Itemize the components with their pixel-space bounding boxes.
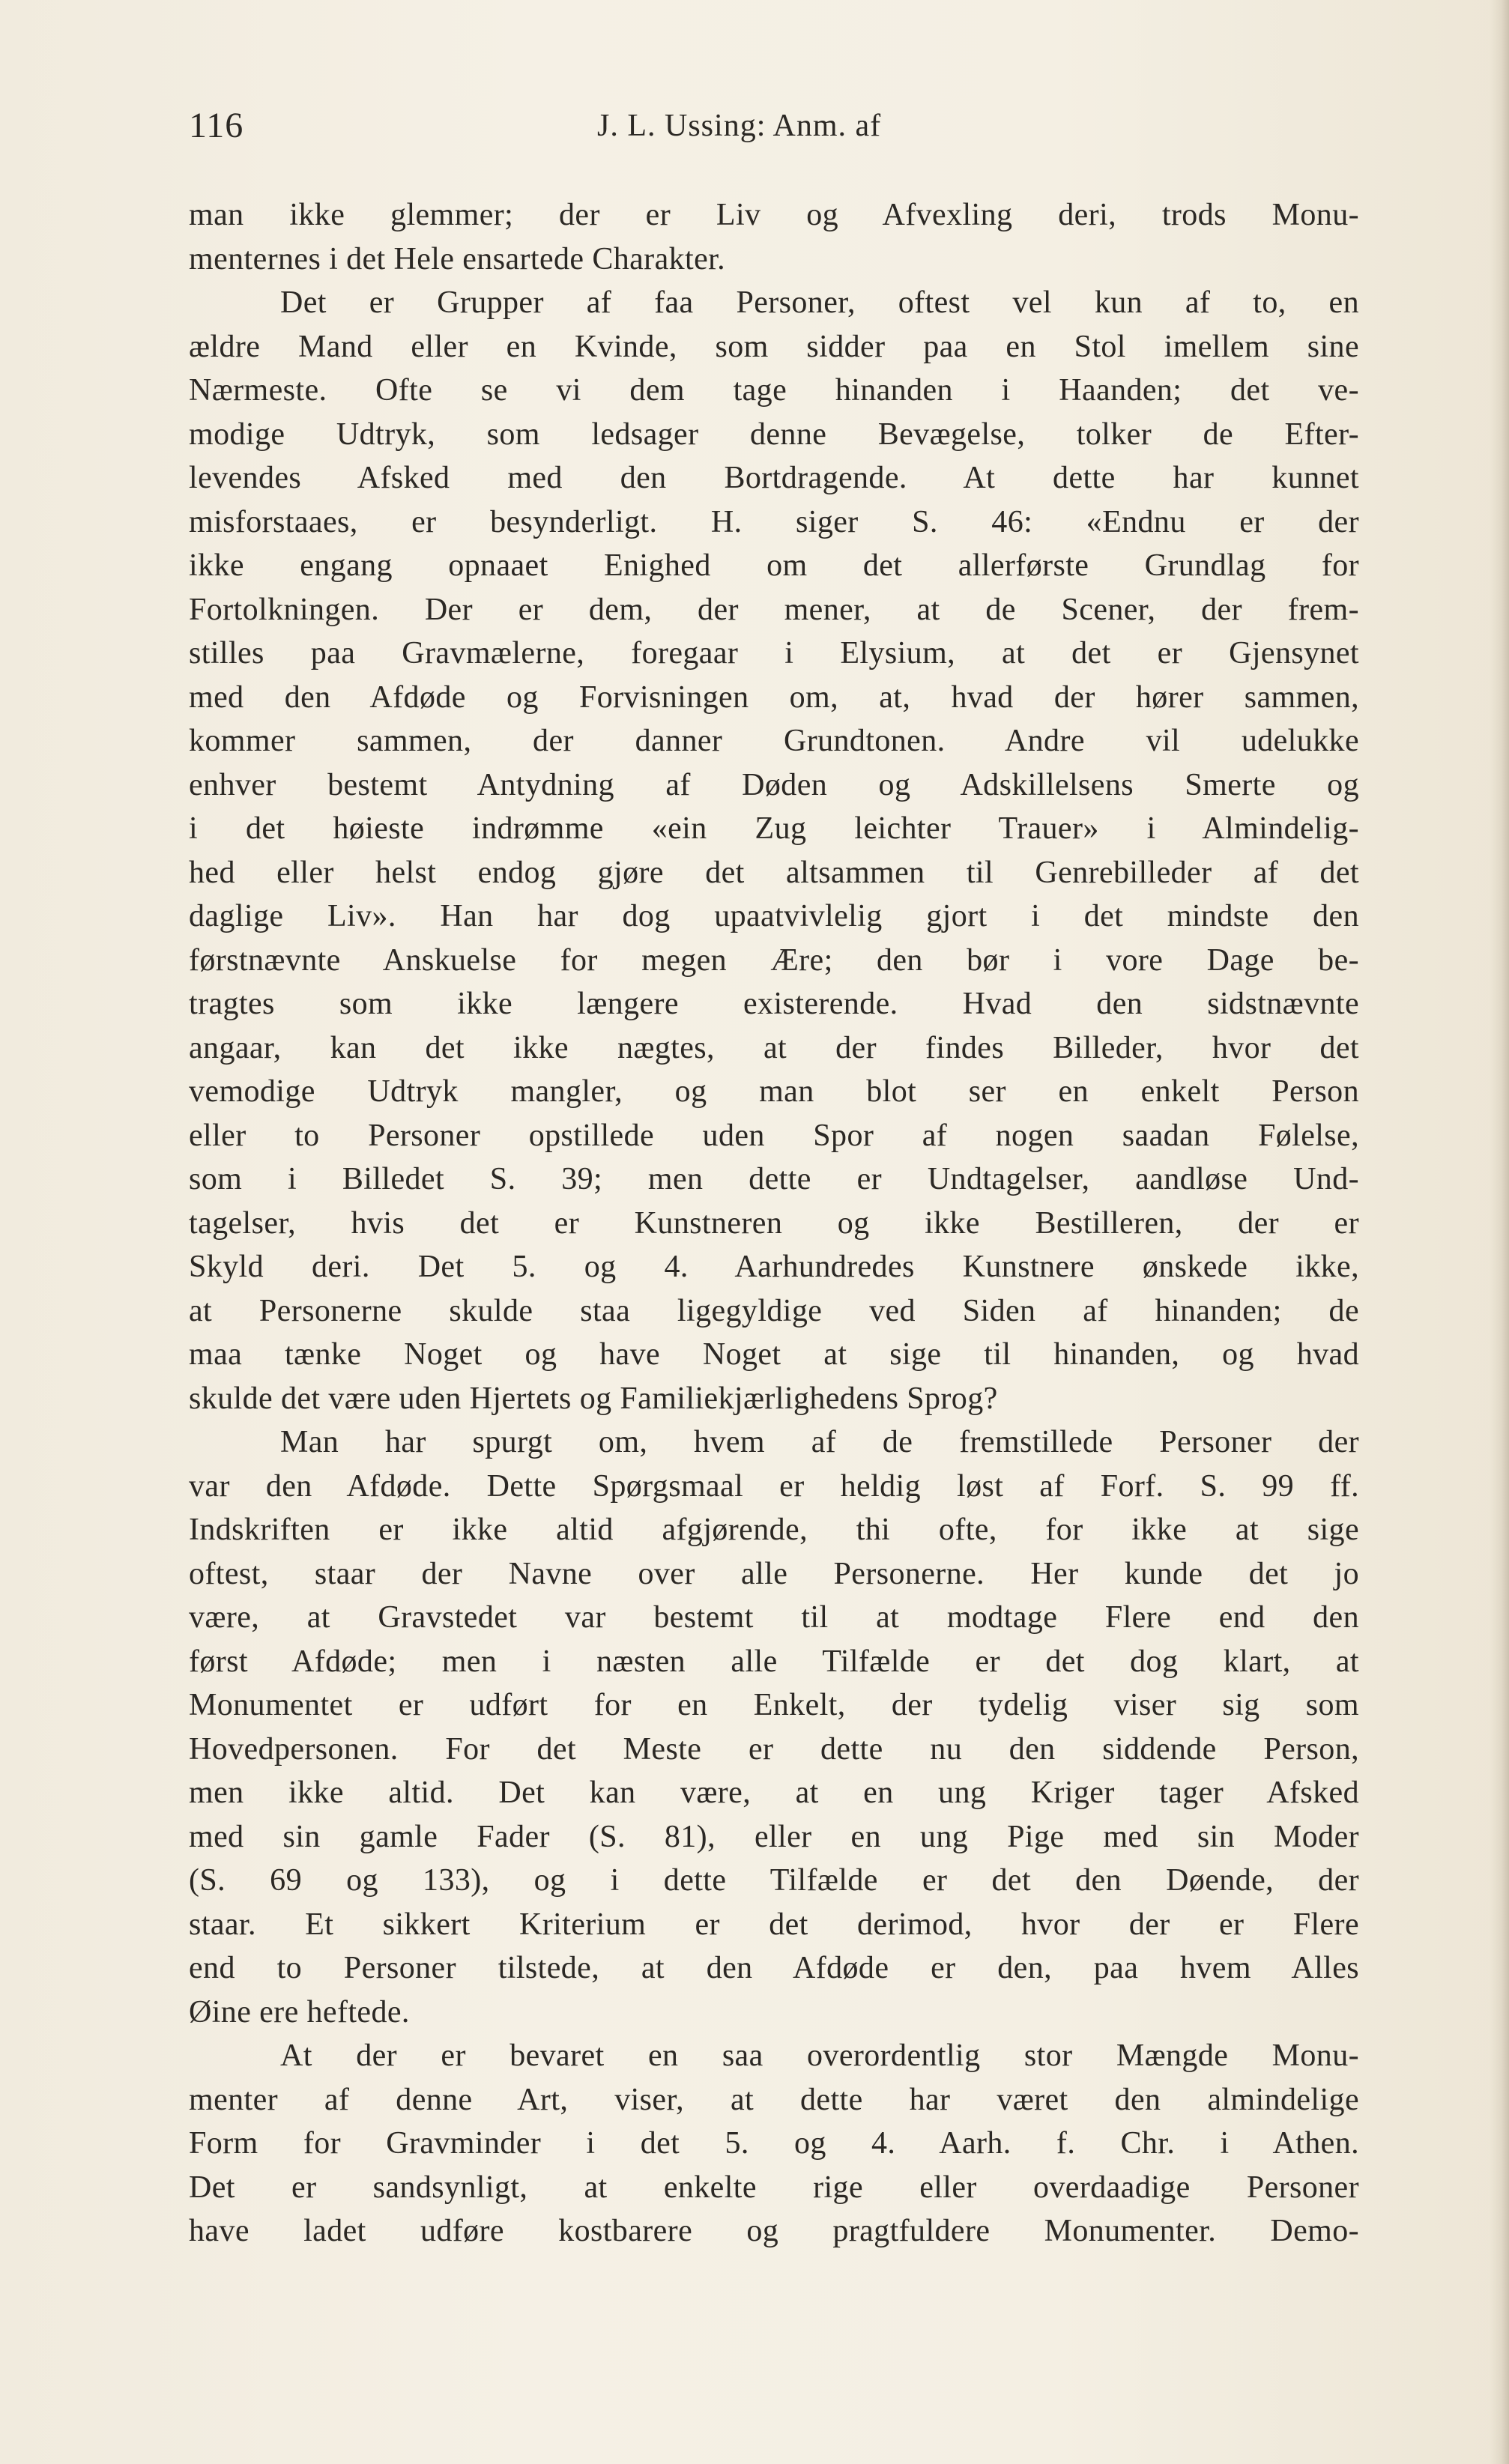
text-line: hed eller helst endog gjøre det altsammen til Genrebilleder af det xyxy=(189,855,1359,890)
text-line: man ikke glemmer; der er Liv og Afvexling deri, trods Monu- xyxy=(189,198,1359,232)
text-line: tagelser, hvis det er Kunstneren og ikke Bestilleren, der er xyxy=(189,1205,1359,1241)
text-line: misforstaaes, er besynderligt. H. siger S. 46: «Endnu er der xyxy=(189,504,1359,539)
running-title: J. L. Ussing: Anm. af xyxy=(597,109,882,143)
text-line: maa tænke Noget og have Noget at sige til hinanden, og hvad xyxy=(189,1337,1359,1372)
text-line: som i Billedet S. 39; men dette er Undtagelser, aandløse Und- xyxy=(189,1162,1359,1196)
text-line: var den Afdøde. Dette Spørgsmaal er heldig løst af Forf. S. 99 ff. xyxy=(189,1468,1359,1504)
text-line: daglige Liv». Han har dog upaatvivlelig gjort i det mindste den xyxy=(189,899,1359,933)
text-line: tragtes som ikke længere existerende. Hvad den sidstnævnte xyxy=(189,987,1359,1021)
text-line: ikke engang opnaaet Enighed om det allerførste Grundlag for xyxy=(189,548,1359,583)
text-line: enhver bestemt Antydning af Døden og Adskillelsens Smerte og xyxy=(189,767,1359,802)
text-line: Det er Grupper af faa Personer, oftest vel kun af to, en xyxy=(280,285,1359,320)
text-line: Monumentet er udført for en Enkelt, der tydelig viser sig som xyxy=(189,1688,1359,1722)
text-line: skulde det være uden Hjertets og Familiekjærlighedens Sprog? xyxy=(189,1381,998,1416)
text-line: modige Udtryk, som ledsager denne Bevægelse, tolker de Efter- xyxy=(189,417,1359,452)
text-line: Fortolkningen. Der er dem, der mener, at de Scener, der frem- xyxy=(189,592,1359,627)
text-line: Nærmeste. Ofte se vi dem tage hinanden i Haanden; det ve- xyxy=(189,373,1359,408)
text-line: angaar, kan det ikke nægtes, at der findes Billeder, hvor det xyxy=(189,1030,1359,1065)
text-line: at Personerne skulde staa ligegyldige ved Siden af hinanden; de xyxy=(189,1293,1359,1328)
text-line: eller to Personer opstillede uden Spor af nogen saadan Følelse, xyxy=(189,1118,1359,1153)
text-line: have ladet udføre kostbarere og pragtfuldere Monumenter. Demo- xyxy=(189,2214,1359,2248)
text-line: være, at Gravstedet var bestemt til at modtage Flere end den xyxy=(189,1600,1359,1635)
body-text xyxy=(189,193,1359,2253)
text-line: Øine ere heftede. xyxy=(189,1994,410,2029)
text-line: staar. Et sikkert Kriterium er det derimod, hvor der er Flere xyxy=(189,1907,1359,1942)
text-line: stilles paa Gravmælerne, foregaar i Elysium, at det er Gjensynet xyxy=(189,636,1359,671)
text-line: førstnævnte Anskuelse for megen Ære; den bør i vore Dage be- xyxy=(189,942,1359,978)
text-line: Man har spurgt om, hvem af de fremstillede Personer der xyxy=(280,1425,1359,1459)
text-line: ældre Mand eller en Kvinde, som sidder paa en Stol imellem sine xyxy=(189,329,1359,364)
text-line: vemodige Udtryk mangler, og man blot ser en enkelt Person xyxy=(189,1074,1359,1109)
text-line: oftest, staar der Navne over alle Personerne. Her kunde det jo xyxy=(189,1556,1359,1591)
text-line: men ikke altid. Det kan være, at en ung Kriger tager Afsked xyxy=(189,1776,1359,1810)
text-line: kommer sammen, der danner Grundtonen. Andre vil udelukke xyxy=(189,724,1359,758)
text-line: med sin gamle Fader (S. 81), eller en ung Pige med sin Moder xyxy=(189,1819,1359,1854)
text-line: Hovedpersonen. For det Meste er dette nu den siddende Person, xyxy=(189,1731,1359,1767)
text-line: end to Personer tilstede, at den Afdøde er den, paa hvem Alles xyxy=(189,1951,1359,1985)
page-number: 116 xyxy=(189,106,244,145)
text-line: At der er bevaret en saa overordentlig stor Mængde Monu- xyxy=(280,2038,1359,2073)
text-line: Det er sandsynligt, at enkelte rige eller overdaadige Personer xyxy=(189,2170,1359,2205)
text-line: (S. 69 og 133), og i dette Tilfælde er det den Døende, der xyxy=(189,1863,1359,1898)
running-head xyxy=(189,103,1365,148)
text-line: først Afdøde; men i næsten alle Tilfælde er det dog klart, at xyxy=(189,1644,1359,1679)
page-edge-shadow xyxy=(1490,0,1509,2464)
text-line: Form for Gravminder i det 5. og 4. Aarh. f. Chr. i Athen. xyxy=(189,2126,1359,2161)
text-line: i det høieste indrømme «ein Zug leichter Trauer» i Almindelig- xyxy=(189,811,1359,846)
text-line: menter af denne Art, viser, at dette har været den almindelige xyxy=(189,2082,1359,2117)
text-line: levendes Afsked med den Bortdragende. At dette har kunnet xyxy=(189,461,1359,495)
text-line: med den Afdøde og Forvisningen om, at, hvad der hører sammen, xyxy=(189,679,1359,715)
text-line: menternes i det Hele ensartede Charakter. xyxy=(189,241,726,276)
text-line: Skyld deri. Det 5. og 4. Aarhundredes Kunstnere ønskede ikke, xyxy=(189,1250,1359,1284)
text-line: Indskriften er ikke altid afgjørende, thi ofte, for ikke at sige xyxy=(189,1513,1359,1547)
